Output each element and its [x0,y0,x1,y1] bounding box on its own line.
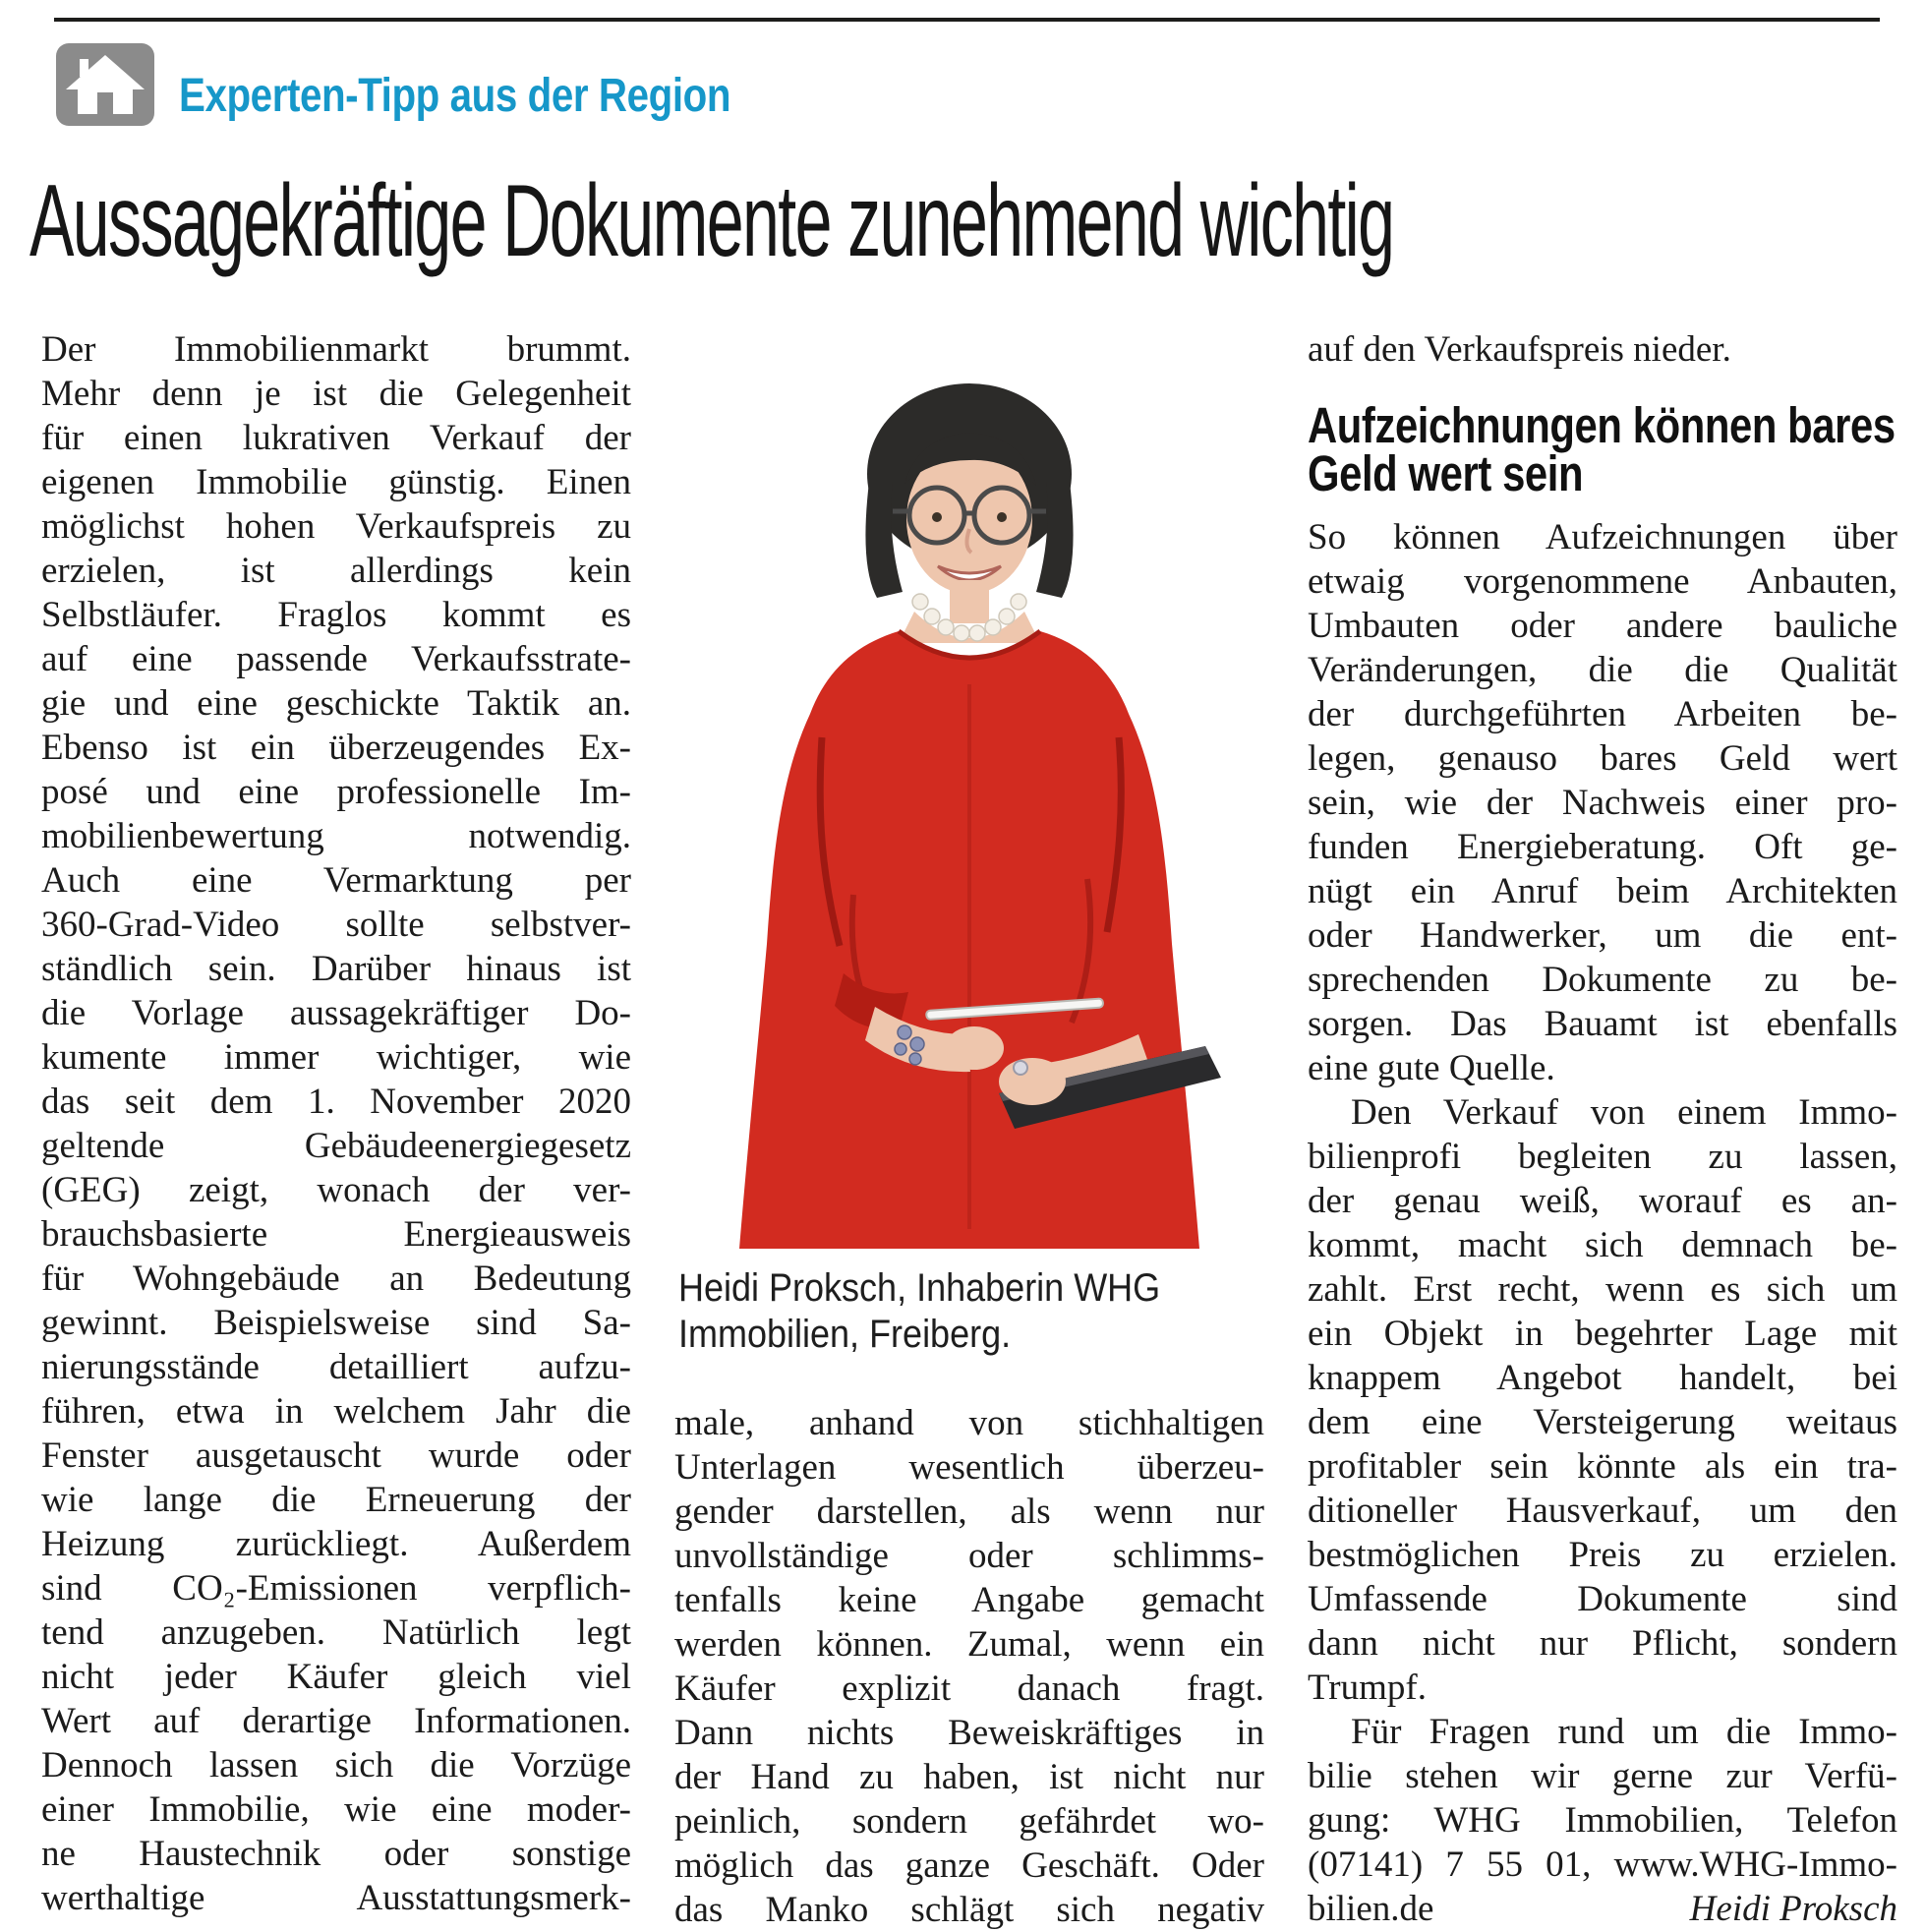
text-line: Käufer explizit danach fragt. [674,1669,1264,1709]
text-line: kommt, macht sich demnach be- [1308,1225,1897,1265]
text-line: ständlich sein. Darüber hinaus ist [41,949,631,989]
text-line: mobilienbewertung notwendig. [41,816,631,856]
caption-line: Heidi Proksch, Inhaberin WHG [678,1266,1161,1310]
text-line: zahlt. Erst recht, wenn es sich um [1308,1269,1897,1310]
text-line: dem eine Versteigerung weitaus [1308,1402,1897,1442]
text-line: nierungsstände detailliert aufzu- [41,1347,631,1387]
text-line: werden können. Zumal, wenn ein [674,1624,1264,1665]
text-line: tenfalls keine Angabe gemacht [674,1580,1264,1620]
text-line: einer Immobilie, wie eine moder- [41,1789,631,1830]
text-line: bestmöglichen Preis zu erzielen. [1308,1535,1897,1575]
text-line: Wert auf derartige Informationen. [41,1701,631,1741]
text-line: ditioneller Hausverkauf, um den [1308,1491,1897,1531]
text-line: Mehr denn je ist die Gelegenheit [41,374,631,414]
text-line: (07141) 7 55 01, www.WHG-Immo- [1308,1844,1897,1885]
text-line: führen, etwa in welchem Jahr die [41,1391,631,1432]
article-column-left [41,327,631,1920]
text-line: gewinnt. Beispielsweise sind Sa- [41,1303,631,1343]
text-line: bilienprofi begleiten zu lassen, [1308,1137,1897,1177]
text-line: eigenen Immobilie günstig. Einen [41,462,631,502]
text-line: sind CO₂-Emissionen verpflich- [41,1568,631,1609]
paragraph [674,1401,1264,1932]
text-line: das seit dem 1. November 2020 [41,1082,631,1122]
photo-caption [678,1265,1214,1358]
text-line: sprechenden Dokumente zu be- [1308,960,1897,1000]
text-line: möglich das ganze Geschäft. Oder [674,1845,1264,1886]
text-line: eine gute Quelle. [1308,1048,1555,1088]
text-line: auf eine passende Verkaufsstrate- [41,639,631,679]
subheading-line: Geld wert sein [1308,445,1584,501]
text-line: (GEG) zeigt, wonach der ver- [41,1170,631,1210]
text-line: sorgen. Das Bauamt ist ebenfalls [1308,1004,1897,1044]
text-line: Fenster ausgetauscht wurde oder [41,1435,631,1476]
text-line: das Manko schlägt sich negativ [674,1890,1264,1930]
paragraph [1308,1090,1897,1710]
text-line: Der Immobilienmarkt brummt. [41,329,631,370]
text-line: legen, genauso bares Geld wert [1308,738,1897,779]
text-line: Heizung zurückliegt. Außerdem [41,1524,631,1564]
text-line: Dennoch lassen sich die Vorzüge [41,1745,631,1786]
text-line: nügt ein Anruf beim Architekten [1308,871,1897,911]
text-line: gung: WHG Immobilien, Telefon [1308,1800,1897,1841]
text-line: posé und eine professionelle Im- [41,772,631,812]
text-line: profitabler sein könnte als ein tra- [1308,1446,1897,1487]
paragraph [1308,327,1897,372]
text-line: auf den Verkaufspreis nieder. [1308,329,1731,370]
text-line: kumente immer wichtiger, wie [41,1037,631,1078]
section-subheading [1308,397,1897,501]
paragraph [1308,1710,1897,1931]
text-line: gie und eine geschickte Taktik an. [41,683,631,724]
text-line: geltende Gebäudeenergiegesetz [41,1126,631,1166]
text-line: sein, wie der Nachweis einer pro- [1308,783,1897,823]
top-rule-divider [54,18,1880,22]
text-line: der Hand zu haben, ist nicht nur [674,1757,1264,1797]
text-line: für einen lukrativen Verkauf der [41,418,631,458]
section-kicker: Experten-Tipp aus der Region [179,70,731,122]
portrait-photo [674,344,1264,1249]
text-line: oder Handwerker, um die ent- [1308,915,1897,956]
article-headline: Aussagekräftige Dokumente zunehmend wichtig [29,164,1394,278]
text-line: Umfassende Dokumente sind [1308,1579,1897,1619]
text-line: Ebenso ist ein überzeugendes Ex- [41,728,631,768]
article-column-middle [674,1401,1264,1932]
text-line: erzielen, ist allerdings kein [41,551,631,591]
paragraph [1308,515,1897,1090]
paragraph [41,327,631,1920]
text-line: knappem Angebot handelt, bei [1308,1358,1897,1398]
text-line: Für Fragen rund um die Immo- [1351,1712,1897,1752]
text-line: Unterlagen wesentlich überzeu- [674,1447,1264,1488]
text-line: wie lange die Erneuerung der [41,1480,631,1520]
text-line: Veränderungen, die die Qualität [1308,650,1897,690]
text-line: Dann nichts Beweiskräftiges in [674,1713,1264,1753]
text-line: Auch eine Vermarktung per [41,860,631,901]
text-line: bilie stehen wir gerne zur Verfü- [1308,1756,1897,1796]
text-line: Umbauten oder andere bauliche [1308,606,1897,646]
subheading-line: Aufzeichnungen können bares [1308,397,1896,453]
text-line: male, anhand von stichhaltigen [674,1403,1264,1443]
website-text: bilien.de [1308,1889,1434,1929]
text-line: tend anzugeben. Natürlich legt [41,1612,631,1653]
text-line: der durchgeführten Arbeiten be- [1308,694,1897,734]
text-line: 360-Grad-Video sollte selbstver- [41,905,631,945]
text-line: unvollständige oder schlimms- [674,1536,1264,1576]
text-line: für Wohngebäude an Bedeutung [41,1259,631,1299]
text-line: funden Energieberatung. Oft ge- [1308,827,1897,867]
text-line: Selbstläufer. Fraglos kommt es [41,595,631,635]
text-line: möglichst hohen Verkaufspreis zu [41,506,631,547]
text-line: Trumpf. [1308,1668,1427,1708]
article-column-right [1308,327,1897,1931]
author-signature: Heidi Proksch [1689,1889,1897,1929]
text-line: So können Aufzeichnungen über [1308,517,1897,557]
text-line: brauchsbasierte Energieausweis [41,1214,631,1255]
text-line: dann nicht nur Pflicht, sondern [1308,1623,1897,1664]
text-line: peinlich, sondern gefährdet wo- [674,1801,1264,1842]
text-line: der genau weiß, worauf es an- [1308,1181,1897,1221]
text-line: ein Objekt in begehrter Lage mit [1308,1314,1897,1354]
text-line: nicht jeder Käufer gleich viel [41,1657,631,1697]
text-line: Den Verkauf von einem Immo- [1351,1092,1897,1133]
house-icon [56,43,154,126]
text-line [1308,1887,1897,1931]
text-line: werthaltige Ausstattungsmerk- [41,1878,631,1918]
text-line: gender darstellen, als wenn nur [674,1492,1264,1532]
caption-line: Immobilien, Freiberg. [678,1313,1012,1356]
text-line: ne Haustechnik oder sonstige [41,1834,631,1874]
text-line: die Vorlage aussagekräftiger Do- [41,993,631,1033]
text-line: etwaig vorgenommene Anbauten, [1308,561,1897,602]
